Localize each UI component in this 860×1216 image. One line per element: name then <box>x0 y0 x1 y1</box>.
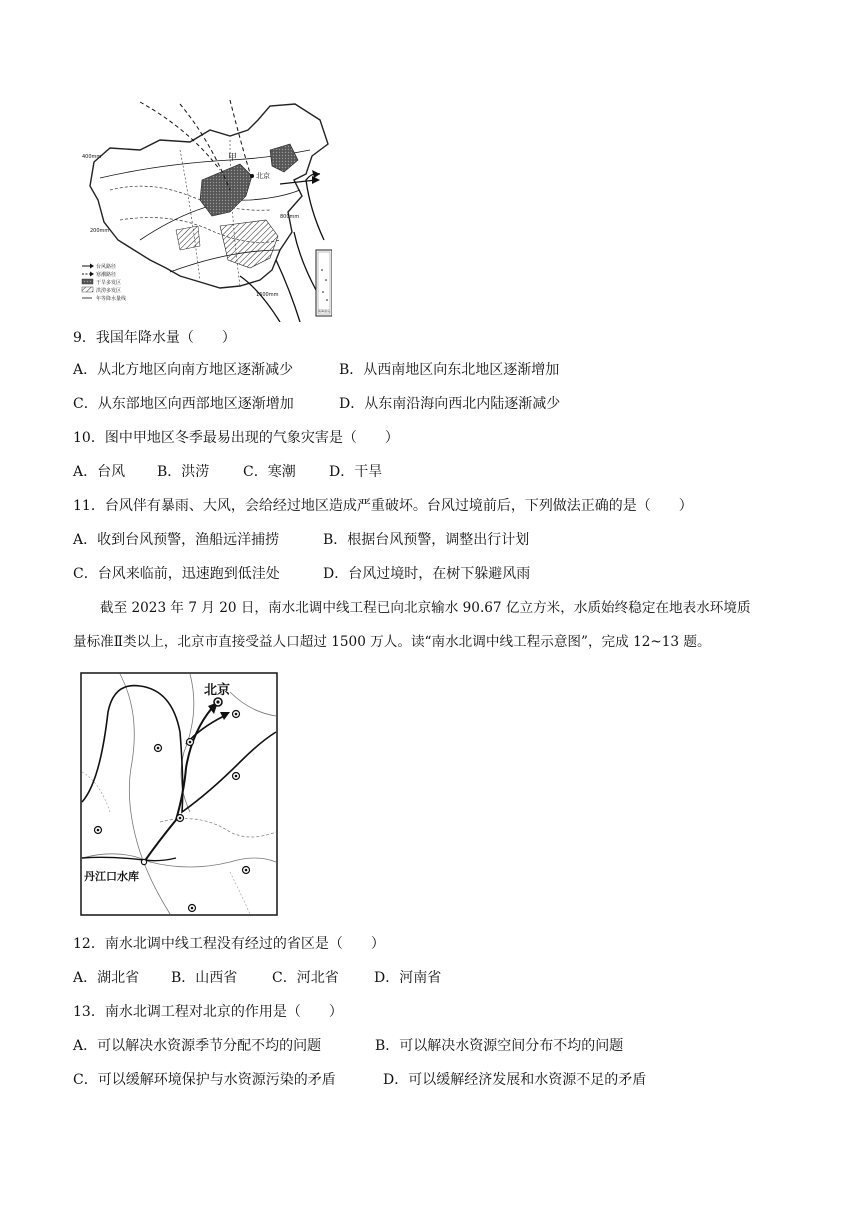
label-jia: 甲 <box>228 153 238 163</box>
question-10-stem: 10．图中甲地区冬季最易出现的气象灾害是（ ） <box>73 430 399 446</box>
passage-line-2: 量标准Ⅱ类以上，北京市直接受益人口超过 1500 万人。读“南水北调中线工程示意图”，完成 12~13 题。 <box>73 634 711 650</box>
question-11-options-row1 <box>73 530 529 550</box>
question-13-options-row2 <box>73 1070 646 1090</box>
map-legend <box>82 263 126 302</box>
question-9-options-row1 <box>73 360 559 380</box>
q13-option-d: D．可以缓解经济发展和水资源不足的矛盾 <box>383 1072 647 1088</box>
climate-disaster-map <box>80 100 332 322</box>
question-12-stem: 12．南水北调中线工程没有经过的省区是（ ） <box>73 936 385 952</box>
q10-option-c: C．寒潮 <box>243 464 296 480</box>
legend-drought: 干旱多发区 <box>96 280 122 286</box>
isohyet-label: 200mm <box>90 228 110 234</box>
q11-option-c: C．台风来临前，迅速跑到低洼处 <box>73 566 280 582</box>
south-sea-label: 南海诸岛 <box>318 309 331 313</box>
isohyet-label: 800mm <box>280 214 300 220</box>
label-beijing: 北京 <box>256 172 270 180</box>
water-diversion-map <box>80 672 278 916</box>
passage-line-1: 截至 2023 年 7 月 20 日，南水北调中线工程已向北京输水 90.67 亿立方米，水质始终稳定在地表水环境质 <box>100 600 751 616</box>
isohyet-label: 1600mm <box>256 292 279 298</box>
q11-option-d: D．台风过境时，在树下躲避风雨 <box>323 566 531 582</box>
q10-option-a: A．台风 <box>73 464 126 480</box>
question-12-options <box>73 968 441 988</box>
question-9-options-row2 <box>73 394 560 414</box>
q9-option-a: A．从北方地区向南方地区逐渐减少 <box>73 362 294 378</box>
q9-option-d: D．从东南沿海向西北内陆逐渐减少 <box>339 396 561 412</box>
question-10-options <box>73 462 382 482</box>
south-sea-inset <box>316 250 332 316</box>
beijing-marker <box>250 174 254 178</box>
question-11-stem: 11．台风伴有暴雨、大风，会给经过地区造成严重破坏。台风过境前后，下列做法正确的是（ ） <box>73 498 693 514</box>
q9-option-c: C．从东部地区向西部地区逐渐增加 <box>73 396 294 412</box>
question-11-options-row2 <box>73 564 530 584</box>
q10-option-b: B．洪涝 <box>157 464 210 480</box>
q9-option-b: B．从西南地区向东北地区逐渐增加 <box>339 362 560 378</box>
legend-flood: 洪涝多发区 <box>96 288 122 294</box>
q12-option-c: C．河北省 <box>272 970 339 986</box>
q11-option-a: A．收到台风预警，渔船远洋捕捞 <box>73 532 280 548</box>
legend-typhoon: 台风路径 <box>96 264 117 270</box>
legend-coldwave: 寒潮路径 <box>96 272 117 278</box>
q12-option-b: B．山西省 <box>171 970 238 986</box>
label-reservoir: 丹江口水库 <box>84 870 139 883</box>
question-9-stem: 9．我国年降水量（ ） <box>73 330 236 346</box>
isohyet-label: 400mm <box>82 154 102 160</box>
question-13-options-row1 <box>73 1036 623 1056</box>
q12-option-d: D．河南省 <box>374 970 442 986</box>
q10-option-d: D．干旱 <box>329 464 383 480</box>
legend-isohyet: 年等降水量线 <box>96 296 127 302</box>
question-13-stem: 13．南水北调工程对北京的作用是（ ） <box>73 1004 343 1020</box>
q11-option-b: B．根据台风预警，调整出行计划 <box>323 532 530 548</box>
q13-option-b: B．可以解决水资源空间分布不均的问题 <box>375 1038 624 1054</box>
q12-option-a: A．湖北省 <box>73 970 140 986</box>
reservoir-marker <box>141 859 146 864</box>
label-beijing: 北京 <box>204 683 231 698</box>
q13-option-a: A．可以解决水资源季节分配不均的问题 <box>73 1038 322 1054</box>
q13-option-c: C．可以缓解环境保护与水资源污染的矛盾 <box>73 1072 336 1088</box>
